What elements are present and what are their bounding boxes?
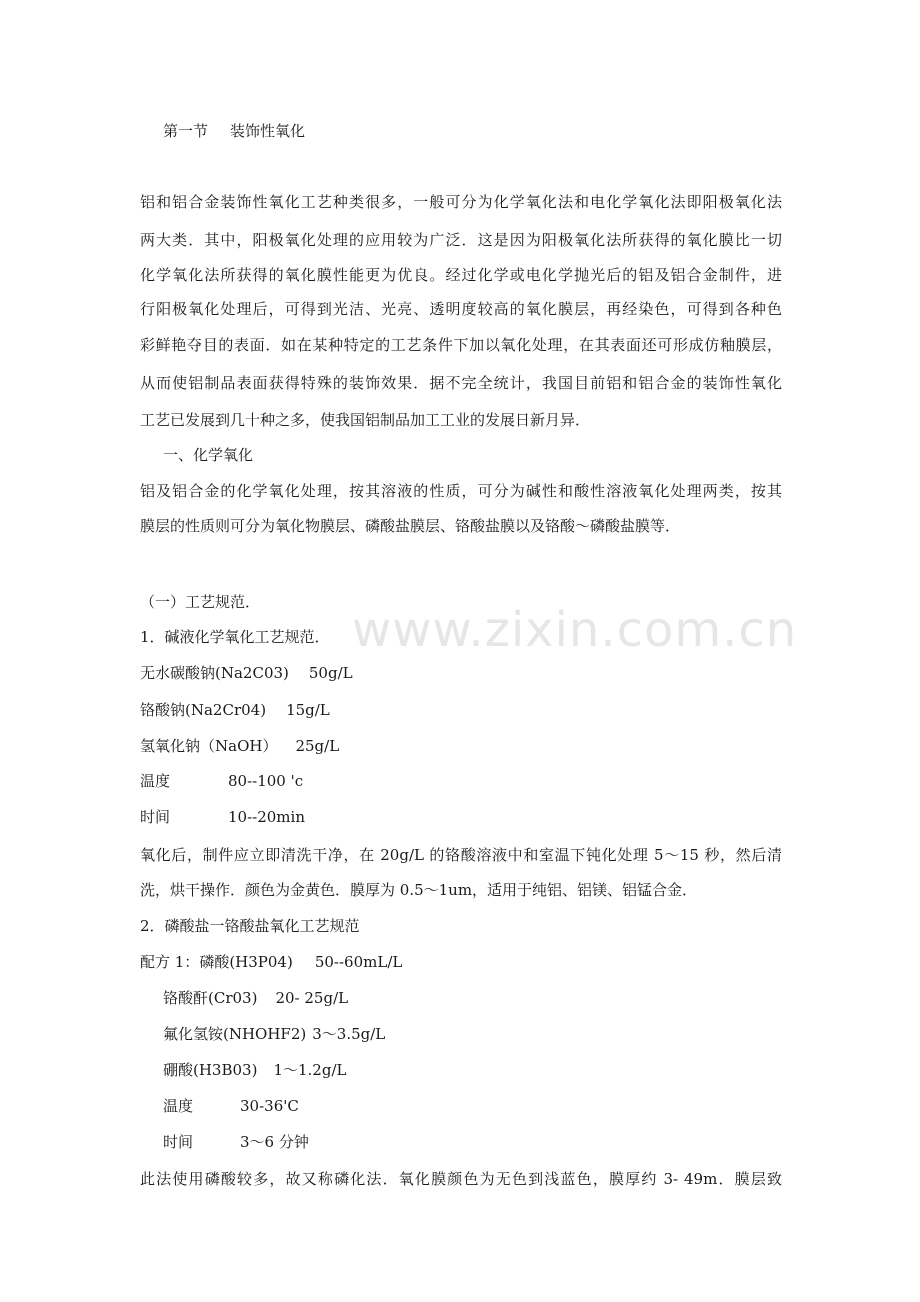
recipe-row: [140, 952, 402, 972]
spec-heading: （一）工艺规范．: [140, 593, 261, 611]
process-1-note: 洗，烘干操作．颜色为金黄色．膜厚为 0.5～1um，适用于纯铝、铝镁、铝锰合金．: [140, 881, 698, 899]
section-title: 装饰性氧化: [230, 122, 306, 140]
recipe-row: [140, 807, 305, 827]
process-2-note: 此法使用磷酸较多，故又称磷化法．氧化膜颜色为无色到浅蓝色，膜厚约 3- 49m．膜层致: [140, 1170, 782, 1188]
intro-line: 行阳极氧化处理后，可得到光洁、光亮、透明度较高的氧化膜层，再经染色，可得到各种色: [140, 300, 782, 318]
ingredient-name: 无水碳酸钠(Na2C03): [140, 664, 289, 682]
ingredient-value: 3～6 分钟: [240, 1133, 309, 1151]
intro-line: 从而使铝制品表面获得特殊的装饰效果．据不完全统计，我国目前铝和铝合金的装饰性氧化: [140, 374, 782, 392]
chem-intro-line: 膜层的性质则可分为氧化物膜层、磷酸盐膜层、铬酸盐膜以及铬酸～磷酸盐膜等．: [140, 517, 681, 535]
intro-line: 彩鲜艳夺目的表面．如在某种特定的工艺条件下加以氧化处理，在其表面还可形成仿釉膜层，: [140, 336, 782, 354]
ingredient-name: 温度: [140, 772, 171, 790]
ingredient-value: 1～1.2g/L: [273, 1061, 347, 1079]
intro-line: 化学氧化法所获得的氧化膜性能更为优良。经过化学或电化学抛光后的铝及铝合金制件，进: [140, 266, 782, 284]
process-1-note: 氧化后，制件应立即清洗干净，在 20g/L 的铬酸溶液中和室温下钝化处理 5～15 秒，然后清: [140, 846, 782, 864]
ingredient-name: 铬酸酐(Cr03): [163, 989, 258, 1007]
recipe-row: [140, 736, 339, 756]
ingredient-value: 50--60mL/L: [314, 953, 403, 971]
intro-line: 两大类．其中，阳极氧化处理的应用较为广泛．这是因为阳极氧化法所获得的氧化膜比一切: [140, 231, 782, 249]
intro-line: 工艺已发展到几十种之多，使我国铝制品加工工业的发展日新月异．: [140, 411, 591, 429]
ingredient-value: 30-36'C: [240, 1097, 299, 1115]
process-2-title: 2．磷酸盐一铬酸盐氧化工艺规范: [140, 917, 360, 935]
subsection-heading: 一、化学氧化: [163, 446, 254, 464]
ingredient-name: 铬酸钠(Na2Cr04): [140, 701, 267, 719]
watermark: www.zixin.com.cn: [352, 602, 798, 658]
ingredient-name: 时间: [163, 1133, 194, 1151]
ingredient-value: 10--20min: [228, 808, 305, 826]
ingredient-name: 氢氧化钠（NaOH）: [140, 737, 278, 755]
recipe-row: [140, 663, 353, 683]
ingredient-value: 3～3.5g/L: [312, 1025, 386, 1043]
intro-line: 铝和铝合金装饰性氧化工艺种类很多，一般可分为化学氧化法和电化学氧化法即阳极氧化法: [140, 193, 782, 211]
ingredient-value: 80--100 'c: [228, 772, 304, 790]
ingredient-name: 硼酸(H3B03): [163, 1061, 258, 1079]
recipe-row: [140, 700, 330, 720]
formula-label: 配方 1：: [140, 953, 200, 971]
ingredient-value: 50g/L: [308, 664, 353, 682]
section-number: 第一节: [163, 122, 209, 140]
section-heading: [163, 121, 305, 141]
chem-intro-line: 铝及铝合金的化学氧化处理，按其溶液的性质，可分为碱性和酸性溶液氧化处理两类，按其: [140, 482, 782, 500]
ingredient-value: 15g/L: [286, 701, 330, 719]
recipe-row: [163, 1096, 299, 1116]
ingredient-value: 20- 25g/L: [275, 989, 349, 1007]
ingredient-name: 时间: [140, 808, 171, 826]
ingredient-name: 磷酸(H3P04): [199, 953, 293, 971]
ingredient-value: 25g/L: [295, 737, 340, 755]
recipe-row: [163, 1060, 346, 1080]
ingredient-name: 氟化氢铵(NHOHF2): [163, 1025, 307, 1043]
ingredient-name: 温度: [163, 1097, 194, 1115]
process-1-title: 1．碱液化学氧化工艺规范．: [140, 628, 330, 646]
recipe-row: [140, 771, 303, 791]
recipe-row: [163, 1132, 309, 1152]
recipe-row: [163, 988, 348, 1008]
recipe-row: [163, 1024, 385, 1044]
